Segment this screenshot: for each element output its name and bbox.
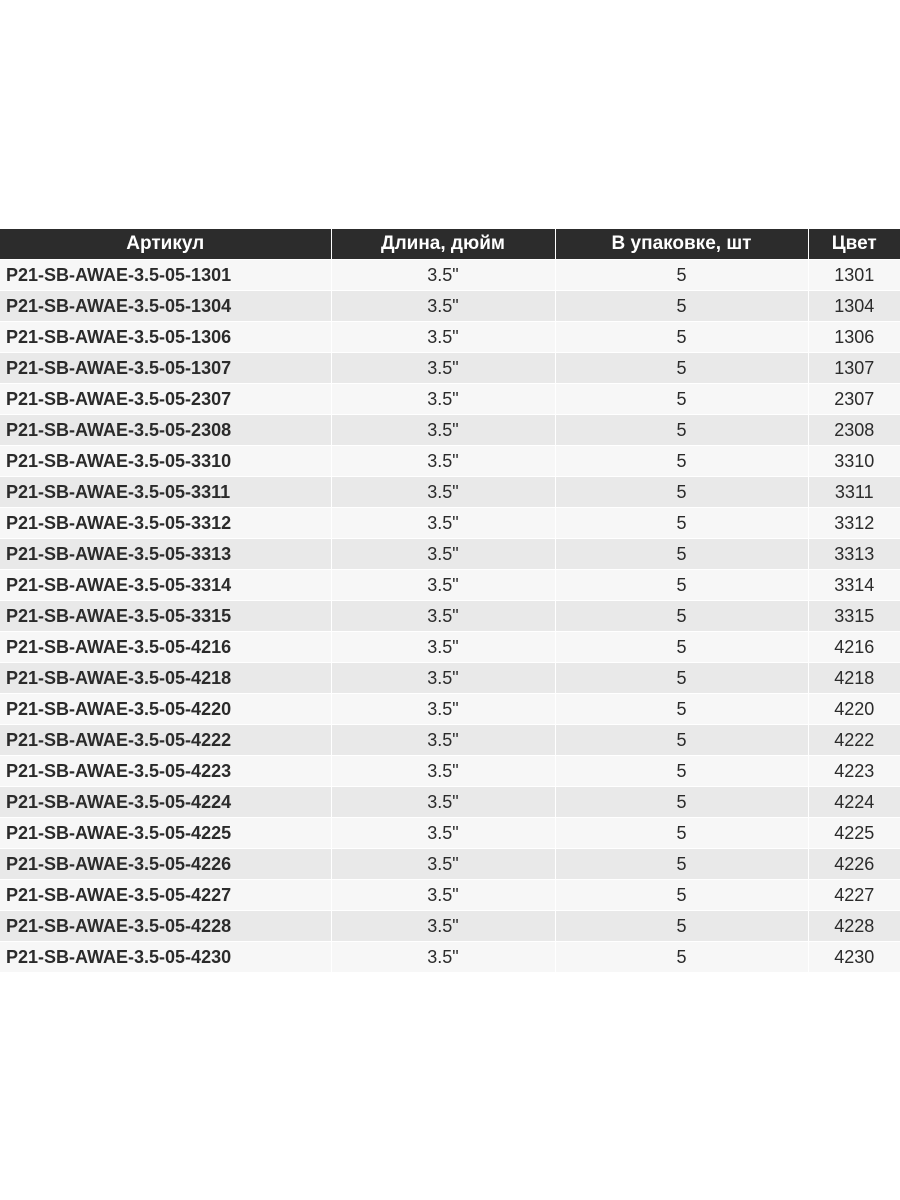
cell-pack-qty: 5 (555, 787, 808, 818)
cell-color: 3315 (808, 601, 900, 632)
table-row (0, 260, 900, 291)
table-row (0, 632, 900, 663)
cell-color: 4228 (808, 911, 900, 942)
table-row (0, 291, 900, 322)
product-table-container (0, 229, 900, 973)
cell-length: 3.5" (331, 787, 555, 818)
cell-pack-qty: 5 (555, 570, 808, 601)
cell-article: P21-SB-AWAE-3.5-05-4224 (0, 787, 331, 818)
table-row (0, 477, 900, 508)
cell-color: 1307 (808, 353, 900, 384)
table-row (0, 756, 900, 787)
table-row (0, 601, 900, 632)
cell-color: 3313 (808, 539, 900, 570)
cell-length: 3.5" (331, 601, 555, 632)
cell-color: 1304 (808, 291, 900, 322)
cell-article: P21-SB-AWAE-3.5-05-3315 (0, 601, 331, 632)
cell-article: P21-SB-AWAE-3.5-05-4230 (0, 942, 331, 973)
cell-article: P21-SB-AWAE-3.5-05-1306 (0, 322, 331, 353)
table-row (0, 725, 900, 756)
table-row (0, 508, 900, 539)
table-row (0, 415, 900, 446)
cell-length: 3.5" (331, 353, 555, 384)
cell-length: 3.5" (331, 539, 555, 570)
table-row (0, 384, 900, 415)
table-header (0, 229, 900, 260)
cell-article: P21-SB-AWAE-3.5-05-4228 (0, 911, 331, 942)
cell-length: 3.5" (331, 508, 555, 539)
cell-length: 3.5" (331, 322, 555, 353)
table-body (0, 260, 900, 973)
cell-color: 4227 (808, 880, 900, 911)
cell-length: 3.5" (331, 663, 555, 694)
cell-article: P21-SB-AWAE-3.5-05-4225 (0, 818, 331, 849)
cell-article: P21-SB-AWAE-3.5-05-1307 (0, 353, 331, 384)
cell-article: P21-SB-AWAE-3.5-05-3310 (0, 446, 331, 477)
cell-length: 3.5" (331, 694, 555, 725)
header-pack-qty: В упаковке, шт (555, 229, 808, 260)
cell-color: 4216 (808, 632, 900, 663)
cell-article: P21-SB-AWAE-3.5-05-4226 (0, 849, 331, 880)
cell-color: 3312 (808, 508, 900, 539)
cell-pack-qty: 5 (555, 880, 808, 911)
cell-article: P21-SB-AWAE-3.5-05-1304 (0, 291, 331, 322)
cell-length: 3.5" (331, 260, 555, 291)
cell-article: P21-SB-AWAE-3.5-05-3311 (0, 477, 331, 508)
cell-color: 1301 (808, 260, 900, 291)
cell-color: 3310 (808, 446, 900, 477)
cell-length: 3.5" (331, 725, 555, 756)
cell-article: P21-SB-AWAE-3.5-05-2307 (0, 384, 331, 415)
cell-pack-qty: 5 (555, 911, 808, 942)
cell-pack-qty: 5 (555, 415, 808, 446)
header-length: Длина, дюйм (331, 229, 555, 260)
cell-pack-qty: 5 (555, 384, 808, 415)
cell-length: 3.5" (331, 942, 555, 973)
cell-article: P21-SB-AWAE-3.5-05-3314 (0, 570, 331, 601)
table-row (0, 818, 900, 849)
cell-pack-qty: 5 (555, 322, 808, 353)
cell-length: 3.5" (331, 849, 555, 880)
header-color: Цвет (808, 229, 900, 260)
cell-pack-qty: 5 (555, 663, 808, 694)
cell-color: 4230 (808, 942, 900, 973)
cell-color: 4225 (808, 818, 900, 849)
cell-pack-qty: 5 (555, 942, 808, 973)
cell-pack-qty: 5 (555, 539, 808, 570)
cell-article: P21-SB-AWAE-3.5-05-3312 (0, 508, 331, 539)
table-row (0, 911, 900, 942)
table-row (0, 787, 900, 818)
cell-color: 1306 (808, 322, 900, 353)
cell-article: P21-SB-AWAE-3.5-05-4223 (0, 756, 331, 787)
cell-color: 4224 (808, 787, 900, 818)
cell-color: 4218 (808, 663, 900, 694)
cell-pack-qty: 5 (555, 632, 808, 663)
cell-color: 4223 (808, 756, 900, 787)
cell-article: P21-SB-AWAE-3.5-05-4218 (0, 663, 331, 694)
cell-length: 3.5" (331, 570, 555, 601)
cell-pack-qty: 5 (555, 446, 808, 477)
cell-article: P21-SB-AWAE-3.5-05-4227 (0, 880, 331, 911)
table-row (0, 322, 900, 353)
table-row (0, 570, 900, 601)
cell-length: 3.5" (331, 818, 555, 849)
cell-article: P21-SB-AWAE-3.5-05-4222 (0, 725, 331, 756)
cell-pack-qty: 5 (555, 818, 808, 849)
cell-article: P21-SB-AWAE-3.5-05-1301 (0, 260, 331, 291)
cell-length: 3.5" (331, 477, 555, 508)
cell-pack-qty: 5 (555, 353, 808, 384)
cell-pack-qty: 5 (555, 477, 808, 508)
table-row (0, 942, 900, 973)
table-row (0, 694, 900, 725)
table-row (0, 880, 900, 911)
cell-pack-qty: 5 (555, 849, 808, 880)
cell-length: 3.5" (331, 880, 555, 911)
cell-pack-qty: 5 (555, 601, 808, 632)
header-article: Артикул (0, 229, 331, 260)
cell-article: P21-SB-AWAE-3.5-05-3313 (0, 539, 331, 570)
cell-article: P21-SB-AWAE-3.5-05-4220 (0, 694, 331, 725)
table-row (0, 353, 900, 384)
cell-color: 4226 (808, 849, 900, 880)
product-table (0, 229, 900, 973)
cell-color: 3311 (808, 477, 900, 508)
cell-pack-qty: 5 (555, 260, 808, 291)
cell-color: 2307 (808, 384, 900, 415)
table-row (0, 849, 900, 880)
cell-pack-qty: 5 (555, 508, 808, 539)
cell-color: 3314 (808, 570, 900, 601)
cell-length: 3.5" (331, 756, 555, 787)
cell-article: P21-SB-AWAE-3.5-05-2308 (0, 415, 331, 446)
cell-pack-qty: 5 (555, 756, 808, 787)
table-row (0, 663, 900, 694)
cell-length: 3.5" (331, 415, 555, 446)
cell-pack-qty: 5 (555, 291, 808, 322)
cell-color: 2308 (808, 415, 900, 446)
cell-color: 4222 (808, 725, 900, 756)
cell-length: 3.5" (331, 632, 555, 663)
table-row (0, 539, 900, 570)
cell-length: 3.5" (331, 446, 555, 477)
cell-pack-qty: 5 (555, 694, 808, 725)
cell-article: P21-SB-AWAE-3.5-05-4216 (0, 632, 331, 663)
cell-length: 3.5" (331, 291, 555, 322)
cell-pack-qty: 5 (555, 725, 808, 756)
table-row (0, 446, 900, 477)
cell-length: 3.5" (331, 911, 555, 942)
header-row (0, 229, 900, 260)
cell-color: 4220 (808, 694, 900, 725)
cell-length: 3.5" (331, 384, 555, 415)
